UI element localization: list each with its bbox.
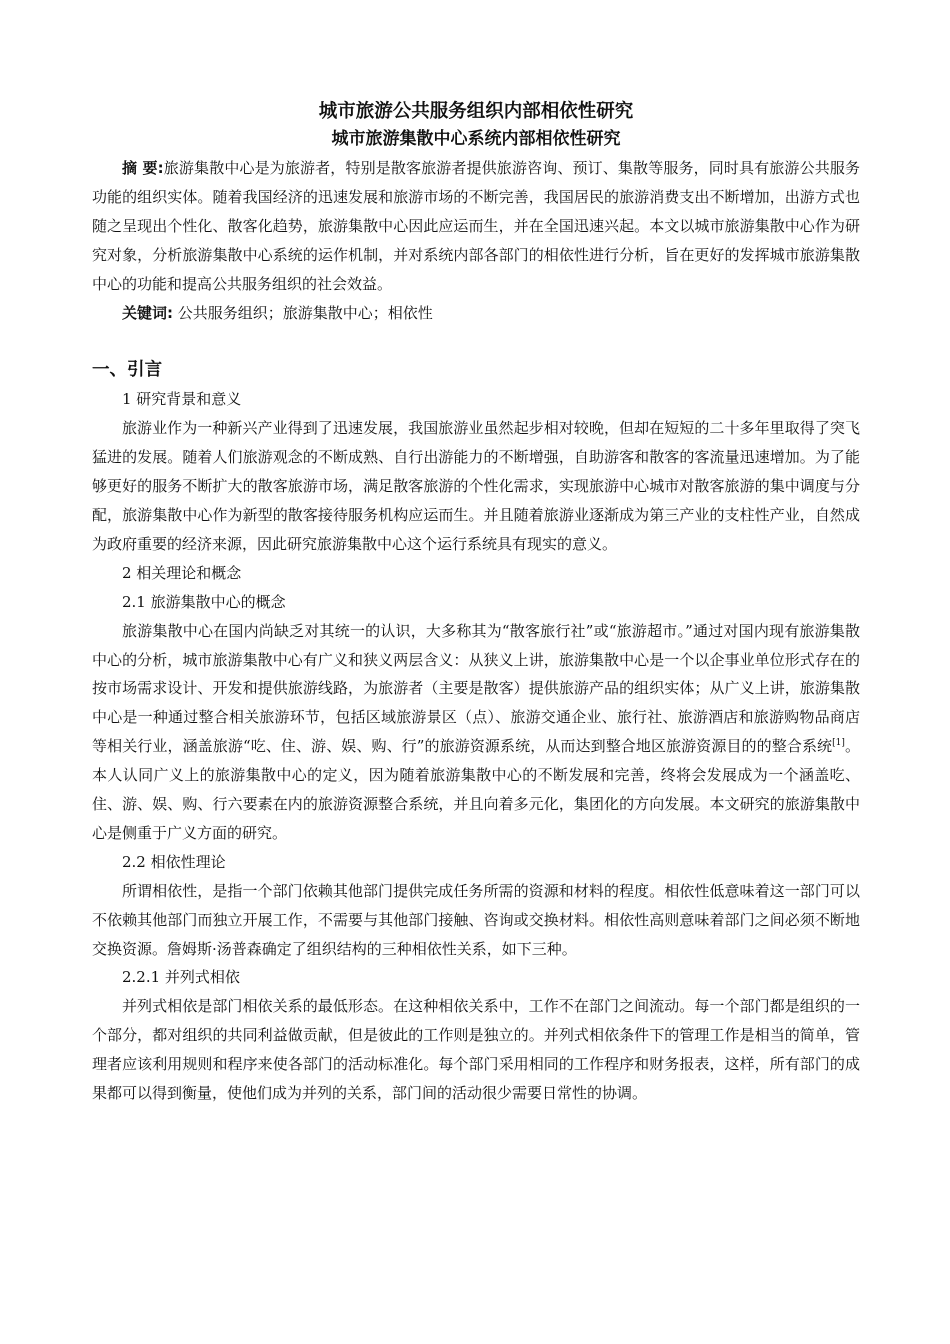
abstract-text: 旅游集散中心是为旅游者，特别是散客旅游者提供旅游咨询、预订、集散等服务，同时具有旅游公共服务功能的组织实体。随着我国经济的迅速发展和旅游市场的不断完善，我国居民的旅游消费支出不断增加，出游方式也随之呈现出个性化、散客化趋势，旅游集散中心因此应运而生，并在全国迅速兴起。本文以城市旅游集散中心作为研究对象，分析旅游集散中心系统的运作机制，并对系统内部各部门的相依性进行分析，旨在更好的发挥城市旅游集散中心的功能和提高公共服务组织的社会效益。 bbox=[92, 159, 860, 293]
subsection-heading-theory: 2 相关理论和概念 bbox=[122, 563, 242, 582]
keywords bbox=[92, 299, 860, 328]
subsection-heading-pooled-dependency: 2.2.1 并列式相依 bbox=[122, 968, 240, 987]
abstract-label: 摘 要: bbox=[122, 159, 164, 177]
paragraph-dependency-theory: 所谓相依性，是指一个部门依赖其他部门提供完成任务所需的资源和材料的程度。相依性低意味着这一部门可以不依赖其他部门而独立开展工作，不需要与其他部门接触、咨询或交换材料。相依性高则意味着部门之间必须不断地交换资源。詹姆斯·汤普森确定了组织结构的三种相依性关系，如下三种。 bbox=[92, 881, 860, 958]
paragraph-concept-part-b: 。本人认同广义上的旅游集散中心的定义，因为随着旅游集散中心的不断发展和完善，终将会发展成为一个涵盖吃、住、游、娱、购、行六要素在内的旅游资源整合系统，并且向着多元化，集团化的方向发展。本文研究的旅游集散中心是侧重于广义方面的研究。 bbox=[92, 737, 860, 842]
section-heading-introduction: 一、引言 bbox=[92, 360, 163, 381]
paragraph-pooled-dependency: 并列式相依是部门相依关系的最低形态。在这种相依关系中，工作不在部门之间流动。每一个部门都是组织的一个部分，都对组织的共同利益做贡献，但是彼此的工作则是独立的。并列式相依条件下的管理工作是相当的简单，管理者应该利用规则和程序来使各部门的活动标准化。每个部门采用相同的工作程序和财务报表，这样，所有部门的成果都可以得到衡量，使他们成为并列的关系，部门间的活动很少需要日常性的协调。 bbox=[92, 997, 860, 1103]
paragraph-concept bbox=[92, 617, 860, 848]
paragraph-background: 旅游业作为一种新兴产业得到了迅速发展，我国旅游业虽然起步相对较晚，但却在短短的二十多年里取得了突飞猛进的发展。随着人们旅游观念的不断成熟、自行出游能力的不断增强，自助游客和散客的客流量迅速增加。为了能够更好的服务不断扩大的散客旅游市场，满足散客旅游的个性化需求，实现旅游中心城市对散客旅游的集中调度与分配，旅游集散中心作为新型的散客接待服务机构应运而生。并且随着旅游业逐渐成为第三产业的支柱性产业，自然成为政府重要的经济来源，因此研究旅游集散中心这个运行系统具有现实的意义。 bbox=[92, 419, 860, 553]
document-subtitle: 城市旅游集散中心系统内部相依性研究 bbox=[331, 129, 621, 149]
subsection-heading-background: 1 研究背景和意义 bbox=[122, 390, 242, 409]
subsection-heading-dependency-theory: 2.2 相依性理论 bbox=[122, 852, 226, 871]
citation-ref[interactable]: [1] bbox=[832, 738, 845, 749]
subsection-heading-concept: 2.1 旅游集散中心的概念 bbox=[122, 592, 286, 611]
spacer bbox=[92, 327, 860, 356]
keywords-text: 公共服务组织；旅游集散中心；相依性 bbox=[177, 303, 433, 322]
abstract bbox=[92, 154, 860, 299]
paragraph-concept-part-a: 旅游集散中心在国内尚缺乏对其统一的认识，大多称其为“散客旅行社”或“旅游超市。”通过对国内现有旅游集散中心的分析，城市旅游集散中心有广义和狭义两层含义：从狭义上讲，旅游集散中心是一个以企事业单位形式存在的按市场需求设计、开发和提供旅游线路，为旅游者（主要是散客）提供旅游产品的组织实体；从广义上讲，旅游集散中心是一种通过整合相关旅游环节，包括区域旅游景区（点）、旅游交通企业、旅行社、旅游酒店和旅游购物品商店等相关行业，涵盖旅游“吃、住、游、娱、购、行”的旅游资源系统，从而达到整合地区旅游资源目的的整合系统 bbox=[92, 621, 860, 756]
keywords-label: 关键词: bbox=[122, 303, 173, 322]
document-body bbox=[92, 98, 860, 1108]
document-title: 城市旅游公共服务组织内部相依性研究 bbox=[318, 101, 634, 122]
